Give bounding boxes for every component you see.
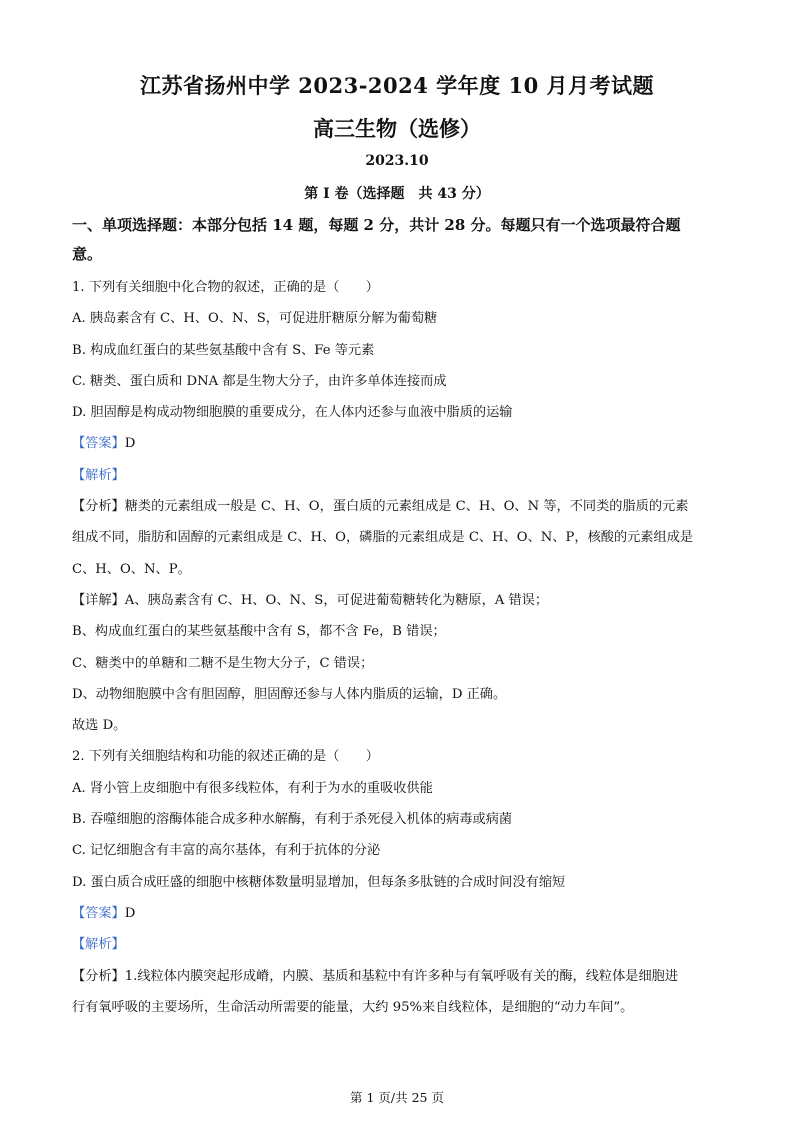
q1-detail-line-5: 故选 D。: [72, 718, 127, 734]
q1-detail-line-3: C、糖类中的单糖和二糖不是生物大分子，C 错误；: [72, 655, 374, 671]
q1-fenxi-text-1: 糖类的元素组成一般是 C、H、O，蛋白质的元素组成是 C、H、O、N 等，不同类的脂质的元素: [124, 499, 689, 515]
page-number: 第 1 页/共 25 页: [350, 1090, 444, 1105]
q1-option-b: B. 构成血红蛋白的某些氨基酸中含有 S、Fe 等元素: [72, 342, 375, 358]
exam-subtitle: 高三生物（选修）: [313, 116, 481, 141]
q2-fenxi-text-1: 1.线粒体内膜突起形成嵴，内膜、基质和基粒中有许多种与有氧呼吸有关的酶，线粒体是细胞进: [124, 968, 679, 984]
q1-option-d: D. 胆固醇是构成动物细胞膜的重要成分，在人体内还参与血液中脂质的运输: [72, 405, 513, 421]
q1-option-c: C. 糖类、蛋白质和 DNA 都是生物大分子，由许多单体连接而成: [72, 373, 447, 389]
q1-detail-text-1: A、胰岛素含有 C、H、O、N、S，可促进葡萄糖转化为糖原，A 错误；: [124, 592, 549, 608]
q1-fenxi-line-2: 组成不同，脂肪和固醇的元素组成是 C、H、O，磷脂的元素组成是 C、H、O、N、P，核酸的元素组成是: [72, 530, 694, 546]
q1-stem: 1. 下列有关细胞中化合物的叙述，正确的是（ ）: [72, 280, 379, 295]
analysis-tag: 【解析】: [72, 467, 125, 483]
answer-tag: 【答案】: [72, 436, 125, 452]
fenxi-tag: 【分析】: [72, 499, 125, 515]
detail-tag: 【详解】: [72, 592, 125, 608]
exam-title: 江苏省扬州中学 2023-2024 学年度 10 月月考试题: [139, 73, 655, 98]
q2-option-b: B. 吞噬细胞的溶酶体能合成多种水解酶，有利于杀死侵入机体的病毒或病菌: [72, 812, 513, 828]
q1-analysis: [72, 460, 722, 491]
q2-option-d: D. 蛋白质合成旺盛的细胞中核糖体数量明显增加，但每条多肽链的合成时间没有缩短: [72, 874, 566, 890]
q1-detail-line-2: B、构成血红蛋白的某些氨基酸中含有 S，都不含 Fe，B 错误；: [72, 624, 446, 640]
q1-answer-value: D: [124, 436, 136, 452]
q1-answer: [72, 428, 722, 459]
analysis-tag: 【解析】: [72, 937, 125, 953]
q2-answer-value: D: [124, 905, 136, 921]
exam-date: 2023.10: [365, 153, 429, 169]
q2-option-c: C. 记忆细胞含有丰富的高尔基体，有利于抗体的分泌: [72, 843, 381, 859]
q1-fenxi-line-3: C、H、O、N、P。: [72, 561, 191, 577]
q1-detail-line-1: [72, 585, 722, 616]
q2-option-a: A. 肾小管上皮细胞中有很多线粒体，有利于为水的重吸收供能: [72, 780, 433, 796]
q2-analysis: [72, 929, 722, 960]
fenxi-tag: 【分析】: [72, 968, 125, 984]
q2-answer: [72, 898, 722, 929]
answer-tag: 【答案】: [72, 905, 125, 921]
q1-detail-line-4: D、动物细胞膜中含有胆固醇，胆固醇还参与人体内脂质的运输，D 正确。: [72, 686, 507, 702]
section-heading: [72, 211, 722, 269]
q2-stem: 2. 下列有关细胞结构和功能的叙述正确的是（ ）: [72, 749, 379, 765]
q2-fenxi-line-1: [72, 961, 722, 992]
section-heading-line-2: 意。: [72, 245, 103, 263]
questions-content: [72, 272, 722, 1023]
volume-heading: 第 I 卷（选择题 共 43 分）: [304, 186, 490, 202]
q2-fenxi-line-2: 行有氧呼吸的主要场所，生命活动所需要的能量，大约 95%来自线粒体，是细胞的“动力车间”。: [72, 999, 634, 1015]
section-heading-line-1: 一、单项选择题：本部分包括 14 题，每题 2 分，共计 28 分。每题只有一个选项最符合题: [72, 216, 681, 234]
q1-option-a: A. 胰岛素含有 C、H、O、N、S，可促进肝糖原分解为葡萄糖: [72, 311, 438, 327]
q1-fenxi-line-1: [72, 491, 722, 522]
